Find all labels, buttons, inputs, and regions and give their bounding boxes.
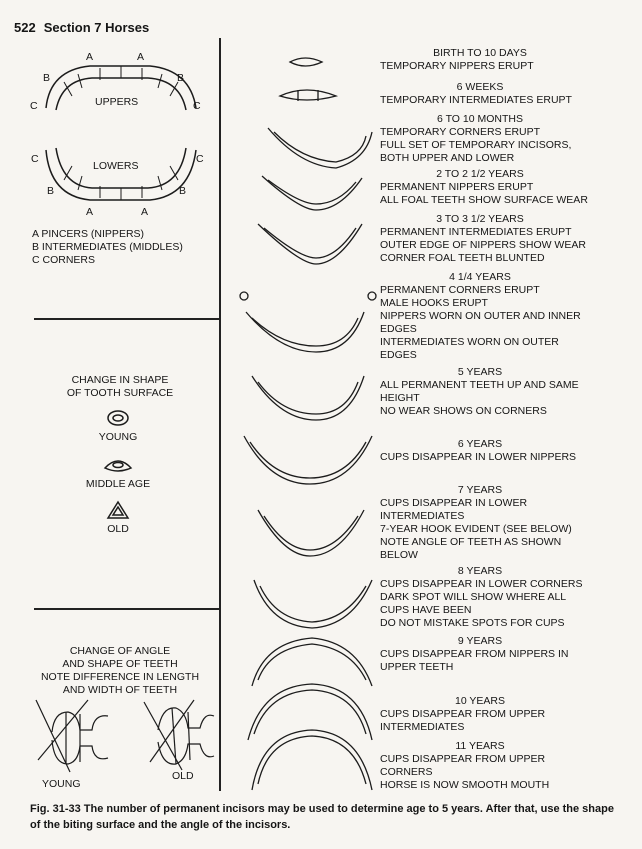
stage-line: TEMPORARY CORNERS ERUPT (380, 126, 541, 138)
stage-line: PERMANENT NIPPERS ERUPT (380, 181, 534, 193)
stage-2-years (380, 168, 588, 207)
stage-age: BIRTH TO 10 DAYS (433, 47, 527, 59)
stage-line: NOTE ANGLE OF TEETH AS SHOWN (380, 536, 562, 548)
section-title: Section 7 Horses (43, 20, 150, 35)
age-arch-series (240, 58, 376, 790)
stage-age: 10 YEARS (454, 695, 505, 707)
old-label: OLD (107, 523, 129, 535)
stage-age: 9 YEARS (457, 635, 503, 647)
arch-8-years (254, 580, 372, 628)
arch-10-years (248, 684, 372, 740)
stage-line: DO NOT MISTAKE SPOTS FOR CUPS (380, 617, 565, 629)
arch-5-years (252, 376, 364, 420)
stage-line: MALE HOOKS ERUPT (380, 297, 488, 309)
stage-line: PERMANENT CORNERS ERUPT (380, 284, 540, 296)
title-line: AND WIDTH OF TEETH (62, 684, 178, 696)
stage-line: DARK SPOT WILL SHOW WHERE ALL (380, 591, 567, 603)
arch-11-years (252, 730, 372, 790)
legend-item: B INTERMEDIATES (MIDDLES) (32, 241, 183, 253)
title-line: CHANGE OF ANGLE (69, 645, 171, 657)
letter-b: B (47, 185, 55, 197)
stage-9-years (380, 635, 580, 674)
page-number: 522 (14, 20, 36, 35)
young-label: YOUNG (98, 431, 138, 443)
stage-line: TEMPORARY INTERMEDIATES ERUPT (380, 94, 572, 106)
stage-line: NIPPERS WORN ON OUTER AND INNER (380, 310, 581, 322)
stage-line: OUTER EDGE OF NIPPERS SHOW WEAR (380, 239, 586, 251)
stage-age: 4 1/4 YEARS (449, 271, 511, 283)
stage-8-years (380, 565, 582, 630)
arch-3-years (258, 224, 362, 264)
angle-change-title (20, 645, 220, 697)
stage-age: 11 YEARS (455, 740, 505, 752)
young-profile-label: YOUNG (42, 778, 81, 790)
jaw-diagram (46, 66, 196, 200)
lowers-label: LOWERS (93, 160, 139, 172)
stage-line: 7-YEAR HOOK EVIDENT (SEE BELOW) (380, 523, 572, 535)
legend-item: A PINCERS (NIPPERS) (32, 228, 145, 240)
stage-line: FULL SET OF TEMPORARY INCISORS, (380, 139, 572, 151)
letter-b: B (179, 185, 187, 197)
letter-b: B (177, 72, 185, 84)
stage-line: CORNER FOAL TEETH BLUNTED (380, 252, 545, 264)
letter-a: A (86, 206, 94, 218)
legend-item: C CORNERS (32, 254, 96, 266)
tooth-surface-shapes (105, 411, 131, 518)
arch-6-years (244, 436, 372, 484)
stage-age: 8 YEARS (457, 565, 503, 577)
stage-age: 6 WEEKS (456, 81, 504, 93)
letter-a: A (141, 206, 149, 218)
stage-line: BOTH UPPER AND LOWER (380, 152, 515, 164)
arch-birth (290, 58, 322, 66)
stage-line: CUPS DISAPPEAR FROM UPPER (380, 753, 546, 765)
stage-line: INTERMEDIATES (380, 510, 465, 522)
stage-line: PERMANENT INTERMEDIATES ERUPT (380, 226, 572, 238)
stage-line: BELOW (380, 549, 418, 561)
arch-2-years (262, 176, 362, 210)
stage-line: HEIGHT (380, 392, 420, 404)
stage-line: CUPS DISAPPEAR FROM NIPPERS IN (380, 648, 569, 660)
stage-line: EDGES (380, 323, 417, 335)
stage-line: CUPS HAVE BEEN (380, 604, 472, 616)
stage-4-years (380, 271, 581, 362)
surface-change-title (40, 374, 200, 400)
arch-4-years (240, 292, 376, 352)
stage-line: CUPS DISAPPEAR IN LOWER NIPPERS (380, 451, 577, 463)
stage-line: HORSE IS NOW SMOOTH MOUTH (380, 779, 550, 791)
figure-caption: Fig. 31-33 The number of permanent incisors may be used to determine age to 5 years. After that, use the shape of the biting surface and the angle of the incisors. (30, 803, 614, 831)
stage-5-years (380, 366, 580, 418)
arch-6-weeks (280, 90, 336, 101)
stage-age: 6 TO 10 MONTHS (437, 113, 523, 125)
stage-line: ALL PERMANENT TEETH UP AND SAME (380, 379, 579, 391)
letter-c: C (196, 153, 204, 165)
letter-c: C (193, 100, 201, 112)
stage-line: INTERMEDIATES WORN ON OUTER (380, 336, 559, 348)
stage-age: 5 YEARS (457, 366, 503, 378)
letter-a: A (86, 51, 94, 63)
letter-b: B (43, 72, 51, 84)
stage-age: 2 TO 2 1/2 YEARS (436, 168, 524, 180)
letter-a: A (137, 51, 145, 63)
arch-6-10-months (268, 128, 372, 168)
stage-3-years (380, 213, 586, 265)
legend (32, 228, 183, 267)
stage-line: INTERMEDIATES (380, 721, 465, 733)
stage-6-10-months (380, 113, 580, 165)
stage-line: UPPER TEETH (380, 661, 454, 673)
stage-line: CUPS DISAPPEAR IN LOWER CORNERS (380, 578, 583, 590)
old-profile-label: OLD (172, 770, 194, 782)
stage-7-years (380, 484, 580, 562)
stage-6-years (380, 438, 580, 464)
stage-line: ALL FOAL TEETH SHOW SURFACE WEAR (380, 194, 588, 206)
tooth-angle-profiles (36, 700, 214, 772)
stage-10-years (380, 695, 580, 734)
stage-6-weeks (380, 81, 580, 107)
uppers-label: UPPERS (95, 96, 139, 108)
stage-line: NO WEAR SHOWS ON CORNERS (380, 405, 547, 417)
stage-line: CUPS DISAPPEAR IN LOWER (380, 497, 528, 509)
stage-birth (380, 47, 580, 73)
middle-age-label: MIDDLE AGE (85, 478, 151, 490)
arch-9-years (252, 638, 372, 686)
stage-line: CORNERS (380, 766, 433, 778)
title-line: CHANGE IN SHAPE (71, 374, 169, 386)
stage-line: TEMPORARY NIPPERS ERUPT (380, 60, 534, 72)
arch-7-years (258, 510, 364, 556)
stage-line: EDGES (380, 349, 417, 361)
stage-line: CUPS DISAPPEAR FROM UPPER (380, 708, 546, 720)
stage-age: 7 YEARS (457, 484, 503, 496)
stage-11-years (380, 740, 580, 792)
stage-age: 6 YEARS (457, 438, 503, 450)
title-line: AND SHAPE OF TEETH (62, 658, 178, 670)
title-line: OF TOOTH SURFACE (66, 387, 174, 399)
letter-c: C (31, 153, 39, 165)
title-line: NOTE DIFFERENCE IN LENGTH (40, 671, 200, 683)
stage-age: 3 TO 3 1/2 YEARS (436, 213, 524, 225)
letter-c: C (30, 100, 38, 112)
